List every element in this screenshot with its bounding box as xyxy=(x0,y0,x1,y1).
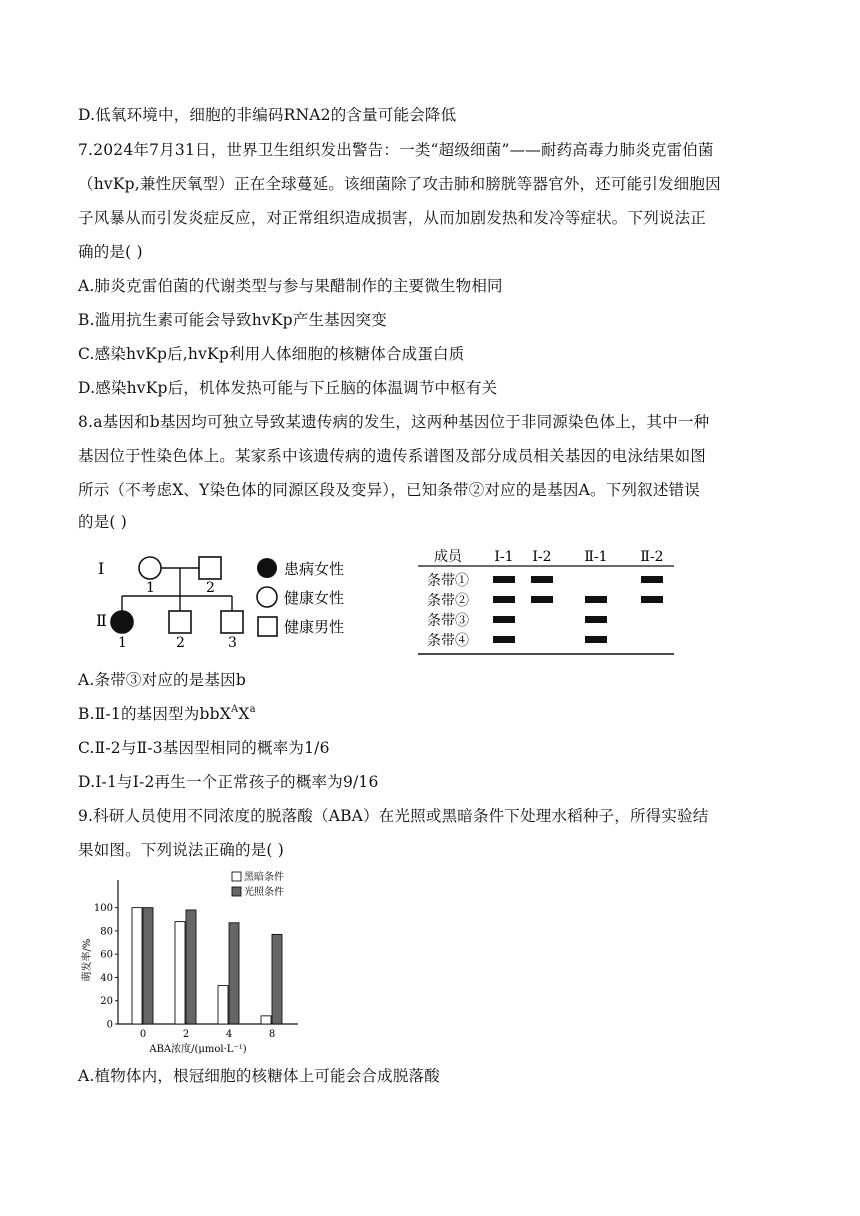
q9-stem-2: 果如图。下列说法正确的是( ) xyxy=(78,841,285,859)
y-axis-label: 萌发率/% xyxy=(82,938,93,982)
y-tick-60: 60 xyxy=(100,949,113,961)
bar-dark-0 xyxy=(132,908,142,1024)
q7-option-d: D.感染hvKp后，机体发热可能与下丘脑的体温调节中枢有关 xyxy=(78,379,498,397)
q8-stem-2: 基因位于性染色体上。某家系中该遗传病的遗传系谱图及部分成员相关基因的电泳结果如图 xyxy=(78,447,707,465)
legend-healthy-male-label: 健康男性 xyxy=(284,618,345,636)
q8-stem-4: 的是( ) xyxy=(78,513,128,531)
q8-option-b-sup-small-a: a xyxy=(249,703,256,715)
q8-option-a: A.条带③对应的是基因b xyxy=(78,671,246,689)
legend-swatch-0 xyxy=(232,872,241,881)
q7-option-c: C.感染hvKp后,hvKp利用人体细胞的核糖体合成蛋白质 xyxy=(78,345,465,363)
member-II1-number: 1 xyxy=(118,635,127,648)
generation-1-label: Ⅰ xyxy=(98,559,105,578)
legend-swatch-1 xyxy=(232,887,241,896)
x-tick-8: 8 xyxy=(268,1029,276,1040)
q7-option-b: B.滥用抗生素可能会导致hvKp产生基因突变 xyxy=(78,311,387,329)
gel-band-label-4: 条带④ xyxy=(427,633,469,649)
member-I1-number: 1 xyxy=(146,580,155,596)
q9-stem-1: 9.科研人员使用不同浓度的脱落酸（ABA）在光照或黑暗条件下处理水稻种子，所得实验结 xyxy=(78,807,709,825)
gel-band-r2-c4 xyxy=(641,596,663,603)
y-tick-20: 20 xyxy=(100,996,113,1008)
gel-band-label-2: 条带② xyxy=(427,593,469,609)
x-axis-label: ABA浓度/(μmol·L⁻¹) xyxy=(149,1044,247,1055)
gel-header-2: Ⅰ-2 xyxy=(532,549,552,565)
member-I2-healthy-male xyxy=(199,557,221,579)
gel-header-3: Ⅱ-1 xyxy=(584,549,608,565)
y-tick-80: 80 xyxy=(100,926,113,938)
gel-band-r3-c3 xyxy=(585,616,607,623)
gel-band-r3-c1 xyxy=(493,616,515,623)
legend-label-0: 黑暗条件 xyxy=(244,872,284,883)
bar-light-4 xyxy=(229,923,239,1024)
q8-option-b xyxy=(78,704,256,724)
member-I1-healthy-female xyxy=(139,557,161,579)
member-II3-healthy-male xyxy=(221,611,243,633)
q8-option-b-sup-a: A xyxy=(230,703,239,715)
gel-band-r1-c2 xyxy=(531,576,553,583)
gel-band-r4-c1 xyxy=(493,636,515,643)
legend-healthy-male-symbol xyxy=(258,617,277,636)
gel-band-label-1: 条带① xyxy=(427,573,469,589)
member-I2-number: 2 xyxy=(206,580,215,596)
bar-light-0 xyxy=(143,908,153,1024)
gel-band-r2-c3 xyxy=(585,596,607,603)
gel-band-r2-c1 xyxy=(493,596,515,603)
q9-option-a: A.植物体内，根冠细胞的核糖体上可能会合成脱落酸 xyxy=(78,1067,440,1085)
member-II2-healthy-male xyxy=(169,611,191,633)
q8-option-b-x: X xyxy=(238,705,250,723)
gel-band-label-3: 条带③ xyxy=(427,613,469,629)
q8-stem-1: 8.a基因和b基因均可独立导致某遗传病的发生，这两种基因位于非同源染色体上，其中一种 xyxy=(78,413,710,431)
q8-option-c: C.Ⅱ-2与Ⅱ-3基因型相同的概率为1/6 xyxy=(78,739,330,757)
bar-dark-2 xyxy=(175,922,185,1024)
bar-light-8 xyxy=(272,934,282,1024)
aba-germination-chart xyxy=(80,868,320,1058)
gel-header-1: Ⅰ-1 xyxy=(494,549,514,565)
q8-option-d: D.I-1与I-2再生一个正常孩子的概率为9/16 xyxy=(78,773,379,791)
q7-stem-4: 确的是( ) xyxy=(78,243,143,261)
gel-band-r1-c4 xyxy=(641,576,663,583)
x-tick-0: 0 xyxy=(139,1029,147,1040)
electrophoresis-table xyxy=(418,544,674,656)
q7-option-a: A.肺炎克雷伯菌的代谢类型与参与果醋制作的主要微生物相同 xyxy=(78,277,503,295)
y-tick-40: 40 xyxy=(100,972,113,984)
gel-band-r2-c2 xyxy=(531,596,553,603)
gel-header-4: Ⅱ-2 xyxy=(640,549,664,565)
legend-healthy-female-symbol xyxy=(257,587,277,607)
bar-dark-8 xyxy=(261,1016,271,1024)
generation-2-label: Ⅱ xyxy=(96,611,107,630)
member-II3-number: 3 xyxy=(228,635,237,648)
legend-affected-female-label: 患病女性 xyxy=(284,560,345,578)
member-II2-number: 2 xyxy=(176,635,185,648)
member-II1-affected-female xyxy=(111,611,133,633)
q7-stem-3: 子风暴从而引发炎症反应，对正常组织造成损害，从而加剧发热和发冷等症状。下列说法正 xyxy=(78,209,707,227)
bar-light-2 xyxy=(186,910,196,1024)
q7-stem-1: 7.2024年7月31日，世界卫生组织发出警告：一类“超级细菌”——耐药高毒力肺炎克雷伯菌 xyxy=(78,141,714,159)
x-tick-4: 4 xyxy=(225,1029,233,1040)
gel-band-r1-c1 xyxy=(493,576,515,583)
q7-stem-2: （hvKp,兼性厌氧型）正在全球蔓延。该细菌除了攻击肺和膀胱等器官外，还可能引发细胞因 xyxy=(78,175,721,193)
x-tick-2: 2 xyxy=(182,1029,190,1040)
q8-stem-3: 所示（不考虑X、Y染色体的同源区段及变异），已知条带②对应的是基因A。下列叙述错误 xyxy=(78,481,700,499)
q6-option-d: D.低氧环境中，细胞的非编码RNA2的含量可能会降低 xyxy=(78,106,457,124)
y-tick-100: 100 xyxy=(93,903,113,915)
gel-band-r4-c3 xyxy=(585,636,607,643)
pedigree-chart xyxy=(92,548,362,648)
legend-healthy-female-label: 健康女性 xyxy=(284,589,345,607)
legend-label-1: 光照条件 xyxy=(244,887,284,898)
y-tick-0: 0 xyxy=(106,1019,113,1031)
legend-affected-female-symbol xyxy=(257,558,277,578)
bar-dark-4 xyxy=(218,986,228,1024)
q8-option-b-text: B.Ⅱ-1的基因型为bbX xyxy=(78,705,231,723)
gel-header-0: 成员 xyxy=(434,549,462,565)
